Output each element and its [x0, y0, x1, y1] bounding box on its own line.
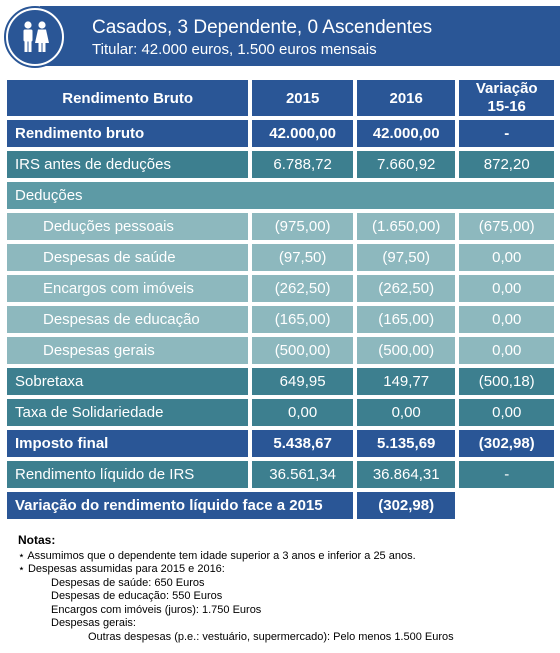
col-header-rendimento: Rendimento Bruto	[7, 80, 248, 116]
tax-table	[3, 76, 558, 523]
table-row	[7, 461, 554, 488]
value-2015: 42.000,00	[252, 120, 353, 147]
notes-bullet-2: ⋆ Despesas assumidas para 2015 e 2016:	[18, 563, 225, 575]
row-label: Taxa de Solidariedade	[7, 399, 248, 426]
row-label: Deduções pessoais	[7, 213, 248, 240]
value-2016: (262,50)	[357, 275, 456, 302]
value-variacao: (500,18)	[459, 368, 554, 395]
table-row	[7, 306, 554, 333]
final-row-value: (302,98)	[357, 492, 456, 519]
final-row-label: Variação do rendimento líquido face a 2015	[7, 492, 353, 519]
value-variacao: (675,00)	[459, 213, 554, 240]
table-row	[7, 275, 554, 302]
notes-bullet-1-text: Assumimos que o dependente tem idade superior a 3 anos e inferior a 25 anos.	[27, 549, 416, 562]
value-variacao: -	[459, 120, 554, 147]
header	[0, 0, 560, 70]
value-2016: 0,00	[357, 399, 456, 426]
col-header-variacao-text: Variação 15-16	[475, 80, 538, 115]
value-2015: 0,00	[252, 399, 353, 426]
row-label: Sobretaxa	[7, 368, 248, 395]
table-row	[7, 430, 554, 457]
notes-title: Notas:	[18, 533, 56, 547]
final-row-blank	[459, 492, 554, 519]
row-label: Despesas gerais	[7, 337, 248, 364]
value-variacao: 0,00	[459, 306, 554, 333]
table-row	[7, 151, 554, 178]
value-2016: 42.000,00	[357, 120, 456, 147]
notes-subitem: Outras despesas (p.e.: vestuário, supermercado): Pelo menos 1.500 Euros	[88, 630, 454, 643]
value-2015: (97,50)	[252, 244, 353, 271]
value-2015: (262,50)	[252, 275, 353, 302]
value-2016: 36.864,31	[357, 461, 456, 488]
row-label: Rendimento bruto	[7, 120, 248, 147]
notes-bullet-1: ⋆ Assumimos que o dependente tem idade superior a 3 anos e inferior a 25 anos.	[18, 549, 416, 562]
notes-item: Despesas gerais:	[51, 617, 136, 629]
notes-item: Encargos com imóveis (juros): 1.750 Euros	[51, 603, 262, 616]
table-row	[7, 213, 554, 240]
value-variacao: (302,98)	[459, 430, 554, 457]
table-row	[7, 368, 554, 395]
notes-bullet-2-text: Despesas assumidas para 2015 e 2016:	[27, 563, 225, 575]
value-2016: 5.135,69	[357, 430, 456, 457]
value-2015: 36.561,34	[252, 461, 353, 488]
section-label-deducoes: Deduções	[7, 182, 554, 209]
value-variacao: 0,00	[459, 244, 554, 271]
notes	[18, 534, 548, 644]
notes-item: Despesas de educação: 550 Euros	[51, 590, 223, 602]
row-label: Imposto final	[7, 430, 248, 457]
value-2016: 149,77	[357, 368, 456, 395]
value-variacao: 0,00	[459, 275, 554, 302]
notes-item: Despesas de saúde: 650 Euros	[51, 576, 205, 589]
value-variacao: -	[459, 461, 554, 488]
value-2016: (165,00)	[357, 306, 456, 333]
table-row	[7, 120, 554, 147]
col-header-variacao	[459, 80, 554, 116]
couple-icon	[4, 6, 66, 68]
table-row	[7, 399, 554, 426]
table-header-row	[7, 80, 554, 116]
row-label: IRS antes de deduções	[7, 151, 248, 178]
table-row	[7, 244, 554, 271]
value-variacao: 0,00	[459, 337, 554, 364]
col-header-2015: 2015	[252, 80, 353, 116]
value-variacao: 872,20	[459, 151, 554, 178]
table-row	[7, 337, 554, 364]
value-2015: 649,95	[252, 368, 353, 395]
row-label: Encargos com imóveis	[7, 275, 248, 302]
value-2016: 7.660,92	[357, 151, 456, 178]
value-2015: 6.788,72	[252, 151, 353, 178]
value-2016: (97,50)	[357, 244, 456, 271]
value-2015: (500,00)	[252, 337, 353, 364]
value-2016: (500,00)	[357, 337, 456, 364]
col-header-2016: 2016	[357, 80, 456, 116]
row-label: Despesas de educação	[7, 306, 248, 333]
value-variacao: 0,00	[459, 399, 554, 426]
page-subtitle: Titular: 42.000 euros, 1.500 euros mensais	[92, 41, 377, 58]
page-title: Casados, 3 Dependente, 0 Ascendentes	[92, 17, 433, 38]
value-2015: (165,00)	[252, 306, 353, 333]
row-label: Despesas de saúde	[7, 244, 248, 271]
value-2016: (1.650,00)	[357, 213, 456, 240]
value-2015: (975,00)	[252, 213, 353, 240]
row-label: Rendimento líquido de IRS	[7, 461, 248, 488]
value-2015: 5.438,67	[252, 430, 353, 457]
table-row-final	[7, 492, 554, 519]
table-row-section	[7, 182, 554, 209]
